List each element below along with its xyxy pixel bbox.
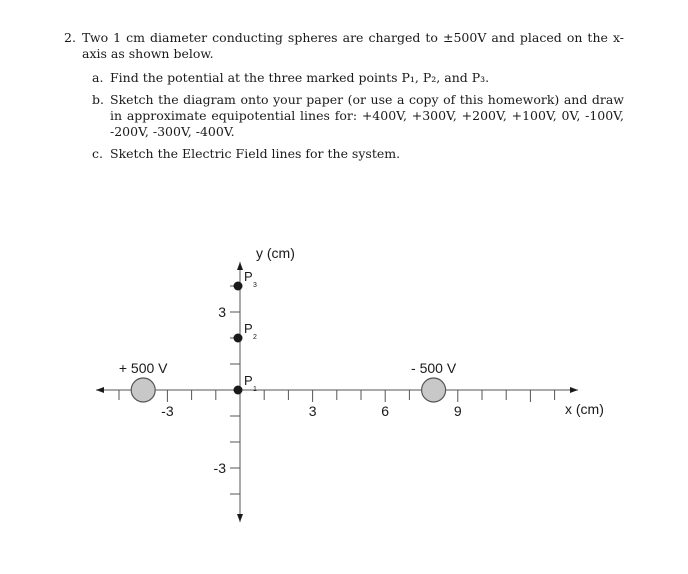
- point-label: P: [244, 269, 253, 284]
- x-tick-label: 6: [381, 403, 390, 419]
- marked-point: [234, 282, 243, 291]
- sphere-voltage-label: + 500 V: [118, 360, 168, 376]
- sphere-voltage-label: - 500 V: [411, 360, 457, 376]
- marked-point: [234, 386, 243, 395]
- point-subscript: 1: [253, 386, 257, 393]
- problem-number: 2.: [64, 30, 76, 45]
- y-axis-arrow-down: [237, 514, 243, 522]
- marked-point: [234, 334, 243, 343]
- problem-stem-text: Two 1 cm diameter conducting spheres are charged to ±500V and placed on the x-axis as shown below.: [82, 30, 624, 61]
- subpart-label: b.: [92, 92, 104, 107]
- axes-group: [96, 262, 578, 522]
- x-tick-label: 9: [453, 403, 462, 419]
- subpart-text: Find the potential at the three marked points P₁, P₂, and P₃.: [110, 70, 490, 85]
- charged-sphere: [131, 378, 155, 402]
- x-tick-label: -3: [161, 403, 174, 419]
- subpart-text: Sketch the Electric Field lines for the system.: [110, 146, 401, 161]
- y-tick-label: 3: [218, 304, 226, 320]
- y-tick-label: -3: [213, 460, 226, 476]
- x-tick-label: 3: [308, 403, 317, 419]
- point-subscript: 3: [253, 282, 257, 289]
- subpart-text: Sketch the diagram onto your paper (or use a copy of this homework) and draw in approximate equipotential lines for: +400V, +300V, +200V, +100V, 0V, -100V, -200V, -300V, -400V.: [110, 92, 624, 139]
- point-label: P: [244, 373, 253, 388]
- marks-group: [119, 269, 457, 402]
- subpart-label: c.: [92, 146, 103, 161]
- y-axis-arrow-up: [237, 262, 243, 270]
- point-subscript: 2: [253, 334, 257, 341]
- x-axis-arrow-left: [96, 387, 104, 393]
- point-label: P: [244, 321, 253, 336]
- subpart-label: a.: [92, 70, 104, 85]
- x-axis-label: x (cm): [565, 401, 604, 417]
- y-axis-label: y (cm): [256, 245, 295, 261]
- charged-sphere: [422, 378, 446, 402]
- x-axis-arrow-right: [570, 387, 578, 393]
